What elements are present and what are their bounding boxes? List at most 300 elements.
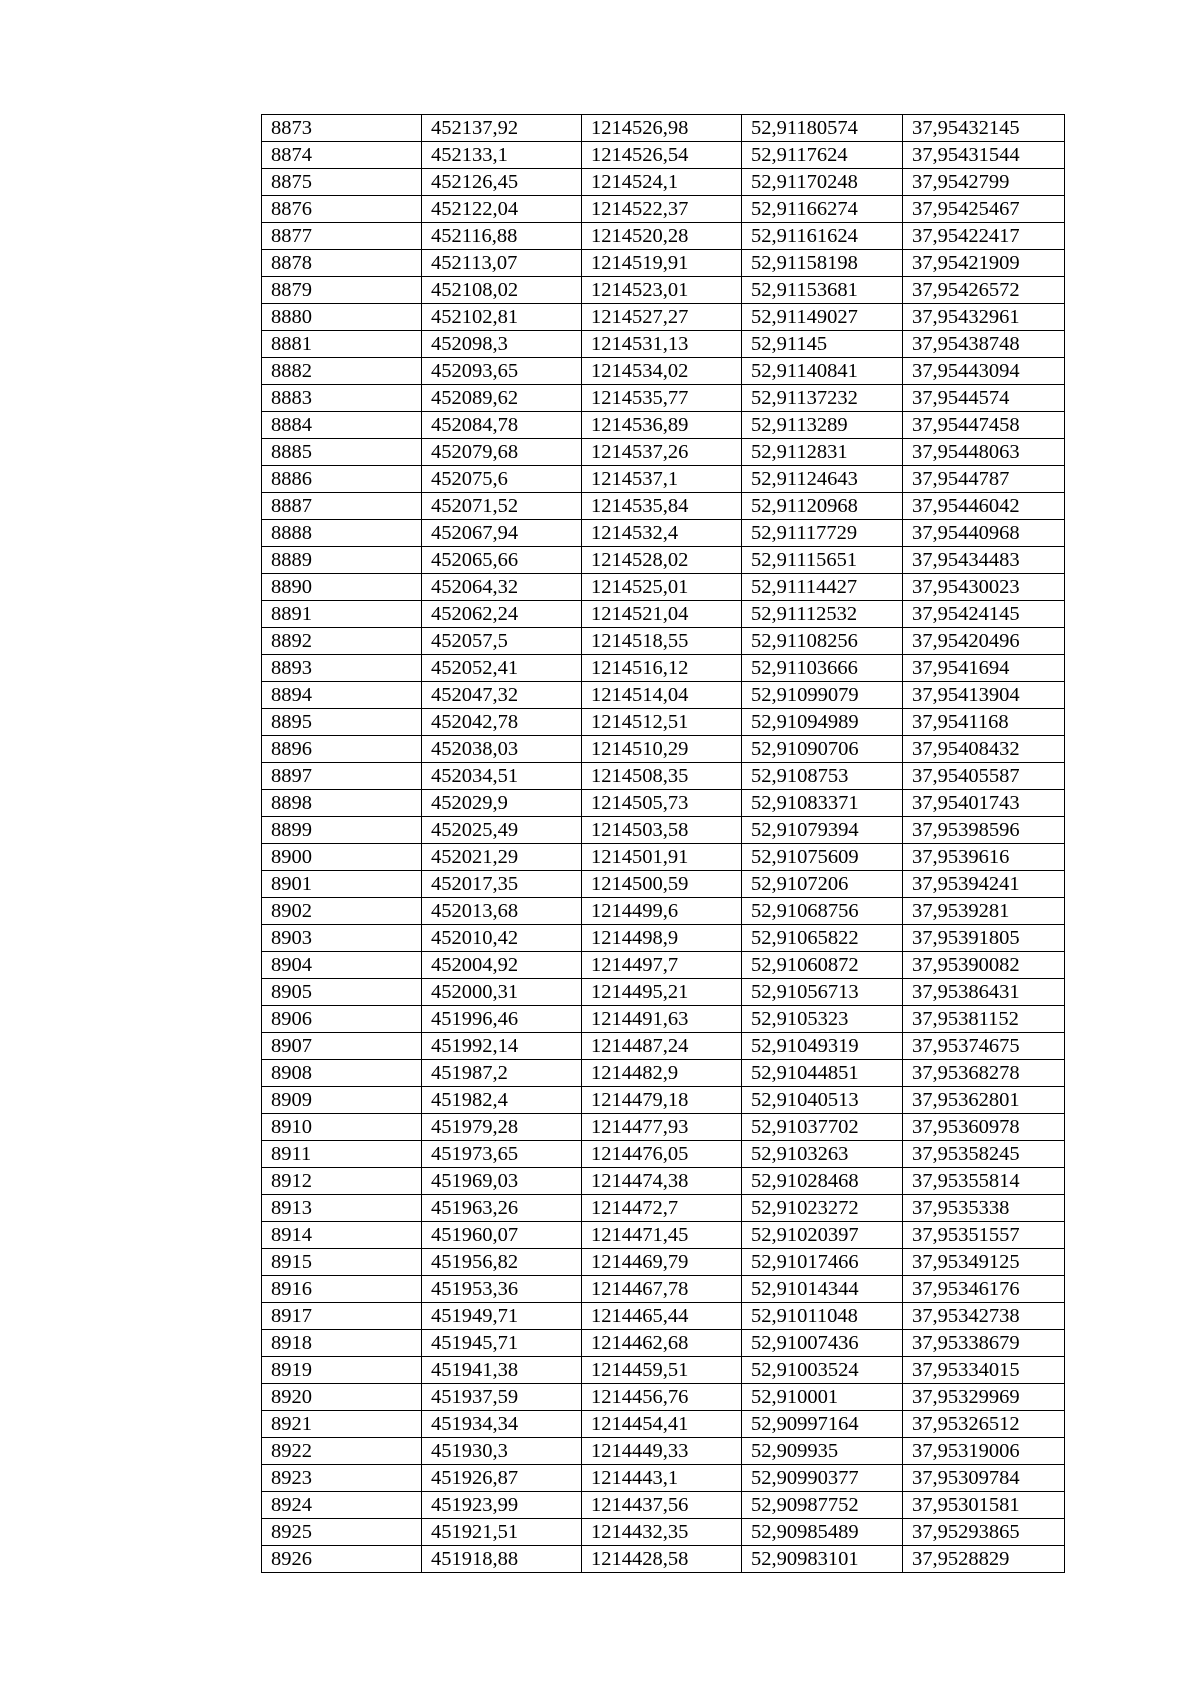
latitude-cell: 52,91158198 [742, 250, 903, 277]
table-row [262, 763, 1065, 790]
longitude-cell: 37,95413904 [903, 682, 1065, 709]
latitude-cell: 52,91014344 [742, 1276, 903, 1303]
point-number-cell: 8909 [262, 1087, 422, 1114]
y-coordinate-cell: 1214497,7 [582, 952, 742, 979]
y-coordinate-cell: 1214449,33 [582, 1438, 742, 1465]
point-number-cell: 8900 [262, 844, 422, 871]
table-row [262, 1303, 1065, 1330]
latitude-cell: 52,91112532 [742, 601, 903, 628]
table-row [262, 385, 1065, 412]
longitude-cell: 37,9539281 [903, 898, 1065, 925]
point-number-cell: 8879 [262, 277, 422, 304]
x-coordinate-cell: 452137,92 [422, 115, 582, 142]
latitude-cell: 52,90985489 [742, 1519, 903, 1546]
point-number-cell: 8895 [262, 709, 422, 736]
point-number-cell: 8914 [262, 1222, 422, 1249]
point-number-cell: 8921 [262, 1411, 422, 1438]
point-number-cell: 8896 [262, 736, 422, 763]
longitude-cell: 37,9544574 [903, 385, 1065, 412]
longitude-cell: 37,95381152 [903, 1006, 1065, 1033]
latitude-cell: 52,91103666 [742, 655, 903, 682]
x-coordinate-cell: 451918,88 [422, 1546, 582, 1573]
x-coordinate-cell: 452084,78 [422, 412, 582, 439]
table-row [262, 412, 1065, 439]
y-coordinate-cell: 1214510,29 [582, 736, 742, 763]
point-number-cell: 8893 [262, 655, 422, 682]
point-number-cell: 8915 [262, 1249, 422, 1276]
latitude-cell: 52,91075609 [742, 844, 903, 871]
longitude-cell: 37,9535338 [903, 1195, 1065, 1222]
table-row [262, 1195, 1065, 1222]
y-coordinate-cell: 1214520,28 [582, 223, 742, 250]
point-number-cell: 8902 [262, 898, 422, 925]
x-coordinate-cell: 452102,81 [422, 304, 582, 331]
point-number-cell: 8876 [262, 196, 422, 223]
longitude-cell: 37,95329969 [903, 1384, 1065, 1411]
longitude-cell: 37,9542799 [903, 169, 1065, 196]
y-coordinate-cell: 1214512,51 [582, 709, 742, 736]
x-coordinate-cell: 452017,35 [422, 871, 582, 898]
table-row [262, 817, 1065, 844]
y-coordinate-cell: 1214454,41 [582, 1411, 742, 1438]
longitude-cell: 37,95326512 [903, 1411, 1065, 1438]
longitude-cell: 37,95355814 [903, 1168, 1065, 1195]
y-coordinate-cell: 1214503,58 [582, 817, 742, 844]
point-number-cell: 8898 [262, 790, 422, 817]
y-coordinate-cell: 1214537,1 [582, 466, 742, 493]
latitude-cell: 52,9108753 [742, 763, 903, 790]
longitude-cell: 37,9541694 [903, 655, 1065, 682]
latitude-cell: 52,91090706 [742, 736, 903, 763]
longitude-cell: 37,95342738 [903, 1303, 1065, 1330]
table-row [262, 1357, 1065, 1384]
latitude-cell: 52,91011048 [742, 1303, 903, 1330]
point-number-cell: 8919 [262, 1357, 422, 1384]
latitude-cell: 52,91040513 [742, 1087, 903, 1114]
x-coordinate-cell: 452029,9 [422, 790, 582, 817]
point-number-cell: 8903 [262, 925, 422, 952]
y-coordinate-cell: 1214534,02 [582, 358, 742, 385]
table-row [262, 844, 1065, 871]
latitude-cell: 52,91170248 [742, 169, 903, 196]
latitude-cell: 52,91114427 [742, 574, 903, 601]
y-coordinate-cell: 1214519,91 [582, 250, 742, 277]
x-coordinate-cell: 451987,2 [422, 1060, 582, 1087]
y-coordinate-cell: 1214479,18 [582, 1087, 742, 1114]
table-row [262, 1276, 1065, 1303]
x-coordinate-cell: 451921,51 [422, 1519, 582, 1546]
table-row [262, 142, 1065, 169]
table-row [262, 1060, 1065, 1087]
longitude-cell: 37,95432961 [903, 304, 1065, 331]
x-coordinate-cell: 452042,78 [422, 709, 582, 736]
x-coordinate-cell: 452122,04 [422, 196, 582, 223]
point-number-cell: 8881 [262, 331, 422, 358]
x-coordinate-cell: 452075,6 [422, 466, 582, 493]
table-row [262, 331, 1065, 358]
longitude-cell: 37,95368278 [903, 1060, 1065, 1087]
x-coordinate-cell: 451982,4 [422, 1087, 582, 1114]
table-row [262, 196, 1065, 223]
x-coordinate-cell: 452067,94 [422, 520, 582, 547]
longitude-cell: 37,95422417 [903, 223, 1065, 250]
point-number-cell: 8887 [262, 493, 422, 520]
point-number-cell: 8889 [262, 547, 422, 574]
latitude-cell: 52,91120968 [742, 493, 903, 520]
longitude-cell: 37,95443094 [903, 358, 1065, 385]
point-number-cell: 8877 [262, 223, 422, 250]
point-number-cell: 8883 [262, 385, 422, 412]
y-coordinate-cell: 1214495,21 [582, 979, 742, 1006]
longitude-cell: 37,95448063 [903, 439, 1065, 466]
longitude-cell: 37,95360978 [903, 1114, 1065, 1141]
point-number-cell: 8897 [262, 763, 422, 790]
x-coordinate-cell: 452098,3 [422, 331, 582, 358]
x-coordinate-cell: 451945,71 [422, 1330, 582, 1357]
latitude-cell: 52,91153681 [742, 277, 903, 304]
x-coordinate-cell: 451953,36 [422, 1276, 582, 1303]
y-coordinate-cell: 1214535,84 [582, 493, 742, 520]
latitude-cell: 52,91124643 [742, 466, 903, 493]
latitude-cell: 52,91140841 [742, 358, 903, 385]
latitude-cell: 52,9112831 [742, 439, 903, 466]
y-coordinate-cell: 1214491,63 [582, 1006, 742, 1033]
x-coordinate-cell: 452004,92 [422, 952, 582, 979]
y-coordinate-cell: 1214471,45 [582, 1222, 742, 1249]
point-number-cell: 8913 [262, 1195, 422, 1222]
table-row [262, 1465, 1065, 1492]
y-coordinate-cell: 1214500,59 [582, 871, 742, 898]
point-number-cell: 8885 [262, 439, 422, 466]
latitude-cell: 52,91065822 [742, 925, 903, 952]
x-coordinate-cell: 452010,42 [422, 925, 582, 952]
y-coordinate-cell: 1214465,44 [582, 1303, 742, 1330]
y-coordinate-cell: 1214531,13 [582, 331, 742, 358]
longitude-cell: 37,9528829 [903, 1546, 1065, 1573]
table-row [262, 1438, 1065, 1465]
table-row [262, 655, 1065, 682]
y-coordinate-cell: 1214514,04 [582, 682, 742, 709]
latitude-cell: 52,91161624 [742, 223, 903, 250]
table-row [262, 871, 1065, 898]
point-number-cell: 8892 [262, 628, 422, 655]
x-coordinate-cell: 452034,51 [422, 763, 582, 790]
table-row [262, 1087, 1065, 1114]
latitude-cell: 52,90983101 [742, 1546, 903, 1573]
x-coordinate-cell: 452038,03 [422, 736, 582, 763]
y-coordinate-cell: 1214537,26 [582, 439, 742, 466]
x-coordinate-cell: 452113,07 [422, 250, 582, 277]
x-coordinate-cell: 452065,66 [422, 547, 582, 574]
table-row [262, 1141, 1065, 1168]
point-number-cell: 8908 [262, 1060, 422, 1087]
longitude-cell: 37,95390082 [903, 952, 1065, 979]
y-coordinate-cell: 1214535,77 [582, 385, 742, 412]
y-coordinate-cell: 1214428,58 [582, 1546, 742, 1573]
y-coordinate-cell: 1214521,04 [582, 601, 742, 628]
latitude-cell: 52,91079394 [742, 817, 903, 844]
latitude-cell: 52,91099079 [742, 682, 903, 709]
x-coordinate-cell: 451996,46 [422, 1006, 582, 1033]
latitude-cell: 52,91145 [742, 331, 903, 358]
x-coordinate-cell: 452057,5 [422, 628, 582, 655]
x-coordinate-cell: 451941,38 [422, 1357, 582, 1384]
y-coordinate-cell: 1214516,12 [582, 655, 742, 682]
table-row [262, 952, 1065, 979]
table-row [262, 169, 1065, 196]
latitude-cell: 52,91115651 [742, 547, 903, 574]
longitude-cell: 37,95346176 [903, 1276, 1065, 1303]
x-coordinate-cell: 451930,3 [422, 1438, 582, 1465]
table-row [262, 358, 1065, 385]
latitude-cell: 52,91137232 [742, 385, 903, 412]
y-coordinate-cell: 1214505,73 [582, 790, 742, 817]
table-row [262, 1492, 1065, 1519]
table-row [262, 1384, 1065, 1411]
point-number-cell: 8912 [262, 1168, 422, 1195]
latitude-cell: 52,91056713 [742, 979, 903, 1006]
y-coordinate-cell: 1214474,38 [582, 1168, 742, 1195]
x-coordinate-cell: 451926,87 [422, 1465, 582, 1492]
longitude-cell: 37,95405587 [903, 763, 1065, 790]
table-row [262, 439, 1065, 466]
table-row [262, 1519, 1065, 1546]
longitude-cell: 37,95319006 [903, 1438, 1065, 1465]
x-coordinate-cell: 451969,03 [422, 1168, 582, 1195]
x-coordinate-cell: 452062,24 [422, 601, 582, 628]
longitude-cell: 37,95431544 [903, 142, 1065, 169]
table-row [262, 1546, 1065, 1573]
table-row [262, 898, 1065, 925]
longitude-cell: 37,95430023 [903, 574, 1065, 601]
point-number-cell: 8906 [262, 1006, 422, 1033]
latitude-cell: 52,91166274 [742, 196, 903, 223]
longitude-cell: 37,95293865 [903, 1519, 1065, 1546]
longitude-cell: 37,95309784 [903, 1465, 1065, 1492]
latitude-cell: 52,9105323 [742, 1006, 903, 1033]
table-row [262, 1411, 1065, 1438]
latitude-cell: 52,91094989 [742, 709, 903, 736]
point-number-cell: 8922 [262, 1438, 422, 1465]
point-number-cell: 8874 [262, 142, 422, 169]
point-number-cell: 8911 [262, 1141, 422, 1168]
point-number-cell: 8884 [262, 412, 422, 439]
longitude-cell: 37,95425467 [903, 196, 1065, 223]
y-coordinate-cell: 1214469,79 [582, 1249, 742, 1276]
y-coordinate-cell: 1214459,51 [582, 1357, 742, 1384]
latitude-cell: 52,91060872 [742, 952, 903, 979]
point-number-cell: 8886 [262, 466, 422, 493]
point-number-cell: 8882 [262, 358, 422, 385]
point-number-cell: 8907 [262, 1033, 422, 1060]
point-number-cell: 8894 [262, 682, 422, 709]
longitude-cell: 37,95446042 [903, 493, 1065, 520]
y-coordinate-cell: 1214518,55 [582, 628, 742, 655]
latitude-cell: 52,90990377 [742, 1465, 903, 1492]
x-coordinate-cell: 452079,68 [422, 439, 582, 466]
table-row [262, 1168, 1065, 1195]
x-coordinate-cell: 452116,88 [422, 223, 582, 250]
table-row [262, 1006, 1065, 1033]
x-coordinate-cell: 451979,28 [422, 1114, 582, 1141]
table-row [262, 250, 1065, 277]
x-coordinate-cell: 451937,59 [422, 1384, 582, 1411]
latitude-cell: 52,91049319 [742, 1033, 903, 1060]
longitude-cell: 37,95334015 [903, 1357, 1065, 1384]
point-number-cell: 8899 [262, 817, 422, 844]
y-coordinate-cell: 1214437,56 [582, 1492, 742, 1519]
latitude-cell: 52,91180574 [742, 115, 903, 142]
latitude-cell: 52,91044851 [742, 1060, 903, 1087]
longitude-cell: 37,95432145 [903, 115, 1065, 142]
point-number-cell: 8891 [262, 601, 422, 628]
point-number-cell: 8878 [262, 250, 422, 277]
y-coordinate-cell: 1214508,35 [582, 763, 742, 790]
table-row [262, 493, 1065, 520]
longitude-cell: 37,95438748 [903, 331, 1065, 358]
table-row [262, 682, 1065, 709]
x-coordinate-cell: 452047,32 [422, 682, 582, 709]
longitude-cell: 37,95434483 [903, 547, 1065, 574]
table-row [262, 547, 1065, 574]
longitude-cell: 37,95386431 [903, 979, 1065, 1006]
latitude-cell: 52,91017466 [742, 1249, 903, 1276]
point-number-cell: 8873 [262, 115, 422, 142]
y-coordinate-cell: 1214525,01 [582, 574, 742, 601]
x-coordinate-cell: 452108,02 [422, 277, 582, 304]
longitude-cell: 37,9541168 [903, 709, 1065, 736]
latitude-cell: 52,90987752 [742, 1492, 903, 1519]
point-number-cell: 8917 [262, 1303, 422, 1330]
y-coordinate-cell: 1214456,76 [582, 1384, 742, 1411]
latitude-cell: 52,91117729 [742, 520, 903, 547]
y-coordinate-cell: 1214532,4 [582, 520, 742, 547]
y-coordinate-cell: 1214526,98 [582, 115, 742, 142]
longitude-cell: 37,95401743 [903, 790, 1065, 817]
latitude-cell: 52,9103263 [742, 1141, 903, 1168]
point-number-cell: 8880 [262, 304, 422, 331]
y-coordinate-cell: 1214499,6 [582, 898, 742, 925]
point-number-cell: 8923 [262, 1465, 422, 1492]
y-coordinate-cell: 1214527,27 [582, 304, 742, 331]
x-coordinate-cell: 451949,71 [422, 1303, 582, 1330]
y-coordinate-cell: 1214528,02 [582, 547, 742, 574]
x-coordinate-cell: 452021,29 [422, 844, 582, 871]
longitude-cell: 37,95351557 [903, 1222, 1065, 1249]
table-row [262, 736, 1065, 763]
longitude-cell: 37,95421909 [903, 250, 1065, 277]
table-row [262, 223, 1065, 250]
longitude-cell: 37,9539616 [903, 844, 1065, 871]
coordinates-table-body [262, 115, 1065, 1573]
x-coordinate-cell: 452064,32 [422, 574, 582, 601]
longitude-cell: 37,9544787 [903, 466, 1065, 493]
y-coordinate-cell: 1214476,05 [582, 1141, 742, 1168]
y-coordinate-cell: 1214443,1 [582, 1465, 742, 1492]
y-coordinate-cell: 1214477,93 [582, 1114, 742, 1141]
x-coordinate-cell: 452013,68 [422, 898, 582, 925]
longitude-cell: 37,95394241 [903, 871, 1065, 898]
table-row [262, 1114, 1065, 1141]
longitude-cell: 37,95420496 [903, 628, 1065, 655]
longitude-cell: 37,95426572 [903, 277, 1065, 304]
longitude-cell: 37,95374675 [903, 1033, 1065, 1060]
x-coordinate-cell: 452093,65 [422, 358, 582, 385]
point-number-cell: 8890 [262, 574, 422, 601]
y-coordinate-cell: 1214501,91 [582, 844, 742, 871]
table-row [262, 1330, 1065, 1357]
x-coordinate-cell: 451963,26 [422, 1195, 582, 1222]
y-coordinate-cell: 1214522,37 [582, 196, 742, 223]
x-coordinate-cell: 452000,31 [422, 979, 582, 1006]
point-number-cell: 8916 [262, 1276, 422, 1303]
longitude-cell: 37,95391805 [903, 925, 1065, 952]
latitude-cell: 52,91037702 [742, 1114, 903, 1141]
x-coordinate-cell: 452133,1 [422, 142, 582, 169]
x-coordinate-cell: 452126,45 [422, 169, 582, 196]
table-row [262, 979, 1065, 1006]
y-coordinate-cell: 1214524,1 [582, 169, 742, 196]
x-coordinate-cell: 451956,82 [422, 1249, 582, 1276]
latitude-cell: 52,91108256 [742, 628, 903, 655]
table-row [262, 466, 1065, 493]
point-number-cell: 8901 [262, 871, 422, 898]
x-coordinate-cell: 452025,49 [422, 817, 582, 844]
point-number-cell: 8918 [262, 1330, 422, 1357]
latitude-cell: 52,9113289 [742, 412, 903, 439]
y-coordinate-cell: 1214432,35 [582, 1519, 742, 1546]
longitude-cell: 37,95440968 [903, 520, 1065, 547]
latitude-cell: 52,91083371 [742, 790, 903, 817]
y-coordinate-cell: 1214482,9 [582, 1060, 742, 1087]
table-row [262, 1033, 1065, 1060]
table-row [262, 628, 1065, 655]
y-coordinate-cell: 1214472,7 [582, 1195, 742, 1222]
x-coordinate-cell: 451923,99 [422, 1492, 582, 1519]
latitude-cell: 52,91149027 [742, 304, 903, 331]
point-number-cell: 8926 [262, 1546, 422, 1573]
x-coordinate-cell: 451992,14 [422, 1033, 582, 1060]
x-coordinate-cell: 452052,41 [422, 655, 582, 682]
y-coordinate-cell: 1214462,68 [582, 1330, 742, 1357]
longitude-cell: 37,95447458 [903, 412, 1065, 439]
latitude-cell: 52,91007436 [742, 1330, 903, 1357]
table-row [262, 277, 1065, 304]
y-coordinate-cell: 1214487,24 [582, 1033, 742, 1060]
table-row [262, 925, 1065, 952]
coordinates-table [261, 114, 1065, 1573]
longitude-cell: 37,95362801 [903, 1087, 1065, 1114]
table-row [262, 1222, 1065, 1249]
table-row [262, 574, 1065, 601]
latitude-cell: 52,909935 [742, 1438, 903, 1465]
table-row [262, 790, 1065, 817]
latitude-cell: 52,91028468 [742, 1168, 903, 1195]
x-coordinate-cell: 451973,65 [422, 1141, 582, 1168]
latitude-cell: 52,90997164 [742, 1411, 903, 1438]
table-row [262, 709, 1065, 736]
table-row [262, 1249, 1065, 1276]
latitude-cell: 52,91020397 [742, 1222, 903, 1249]
longitude-cell: 37,95358245 [903, 1141, 1065, 1168]
y-coordinate-cell: 1214523,01 [582, 277, 742, 304]
longitude-cell: 37,95338679 [903, 1330, 1065, 1357]
table-row [262, 115, 1065, 142]
table-row [262, 520, 1065, 547]
longitude-cell: 37,95349125 [903, 1249, 1065, 1276]
longitude-cell: 37,95398596 [903, 817, 1065, 844]
latitude-cell: 52,91023272 [742, 1195, 903, 1222]
